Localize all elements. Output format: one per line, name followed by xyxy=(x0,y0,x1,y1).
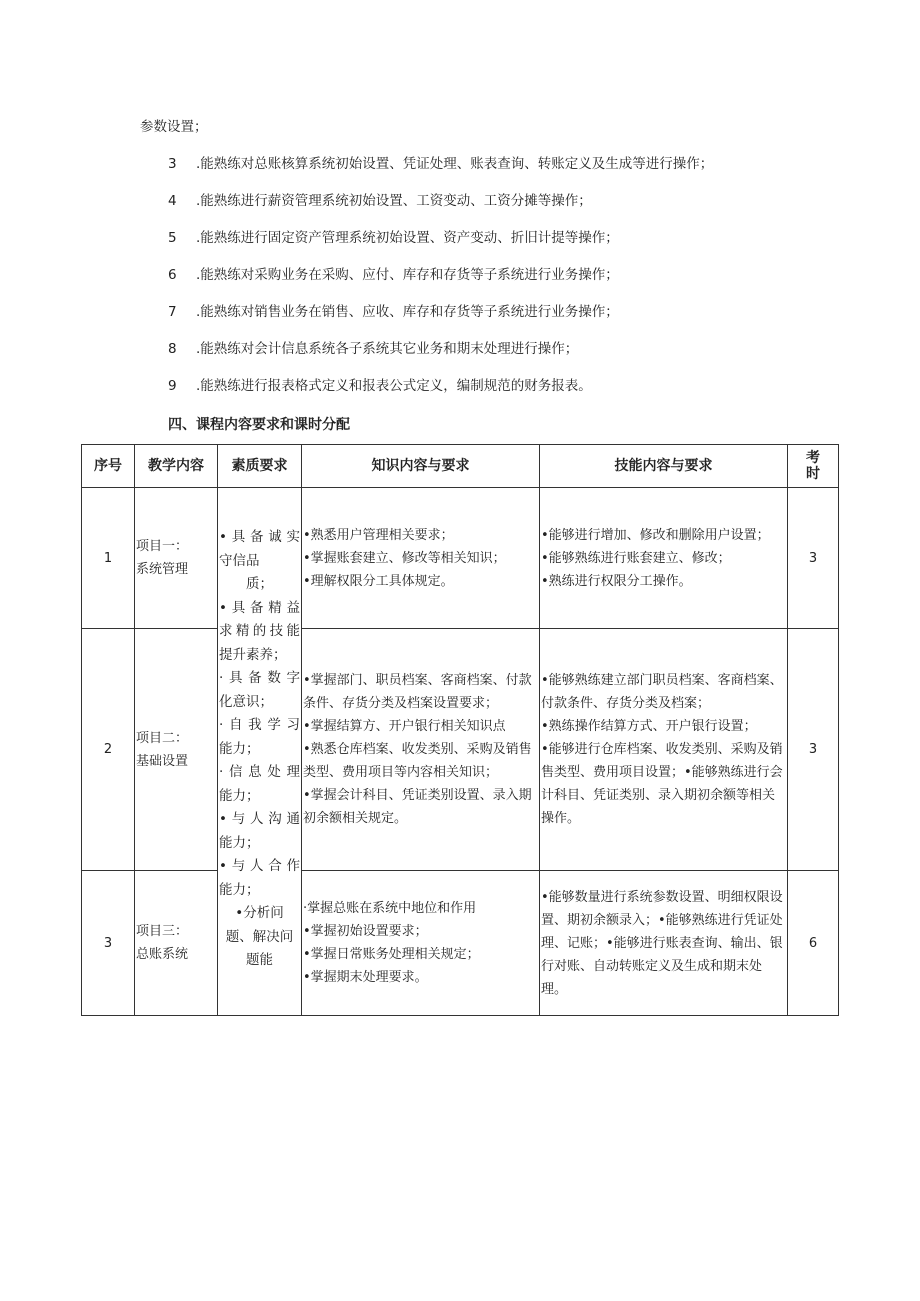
header-hours: 考 时 xyxy=(788,445,839,488)
row-number: 1 xyxy=(82,488,135,629)
table-header-row xyxy=(82,445,839,488)
list-item-number: 3 xyxy=(168,156,177,172)
row-skills: •能够进行增加、修改和删除用户设置； •能够熟练进行账套建立、修改； •熟练进行权限分工操作。 xyxy=(540,488,788,629)
row-hours: 6 xyxy=(788,871,839,1016)
list-item-number: 7 xyxy=(168,304,177,320)
list-item xyxy=(168,229,619,247)
row-topic: 项目三： 总账系统 xyxy=(135,871,218,1016)
list-item-text: .能熟练对总账核算系统初始设置、凭证处理、账表查询、转账定义及生成等进行操作； xyxy=(196,156,714,172)
row-knowledge: •掌握部门、职员档案、客商档案、付款条件、存货分类及档案设置要求； •掌握结算方、开户银行相关知识点 •熟悉仓库档案、收发类别、采购及销售类型、费用项目等内容相关知识； •掌握会计科目、凭证类别设置、录入期初余额相关规定。 xyxy=(302,629,540,871)
row-topic: 项目一： 系统管理 xyxy=(135,488,218,629)
list-item xyxy=(168,377,592,395)
header-skills: 技能内容与要求 xyxy=(540,445,788,488)
intro-tail: 参数设置； xyxy=(140,119,208,135)
list-item-text: .能熟练进行薪资管理系统初始设置、工资变动、工资分摊等操作； xyxy=(196,193,592,209)
header-no: 序号 xyxy=(82,445,135,488)
list-item-number: 8 xyxy=(168,341,177,357)
row-skills: •能够熟练建立部门职员档案、客商档案、付款条件、存货分类及档案； •熟练操作结算方式、开户银行设置； •能够进行仓库档案、收发类别、采购及销售类型、费用项目设置；•能够熟练进行会计科目、凭证类别、录入期初余额等相关操作。 xyxy=(540,629,788,871)
header-quality: 素质要求 xyxy=(218,445,302,488)
list-item-text: .能熟练对销售业务在销售、应收、库存和存货等子系统进行业务操作； xyxy=(196,304,619,320)
list-item-number: 6 xyxy=(168,267,177,283)
list-item-number: 4 xyxy=(168,193,177,209)
list-item xyxy=(168,155,713,173)
list-item xyxy=(168,303,619,321)
table-row xyxy=(82,629,839,871)
list-item-number: 9 xyxy=(168,378,177,394)
list-item-text: .能熟练对会计信息系统各子系统其它业务和期末处理进行操作； xyxy=(196,341,579,357)
header-topic: 教学内容 xyxy=(135,445,218,488)
table-row xyxy=(82,488,839,629)
row-knowledge: ·掌握总账在系统中地位和作用 •掌握初始设置要求； •掌握日常账务处理相关规定； •掌握期末处理要求。 xyxy=(302,871,540,1016)
list-item xyxy=(168,340,578,358)
list-item xyxy=(168,266,619,284)
row-knowledge: •熟悉用户管理相关要求； •掌握账套建立、修改等相关知识； •理解权限分工具体规定。 xyxy=(302,488,540,629)
quality-requirements: •具备诚实 守信品 质； •具备精益 求精的技能 提升素养； ·具备数字 化意识； ·自我学习 能力； ·信息处理 能力； •与人沟通 能力； •与人合作 能力； •分析问 题、解决问 题能 xyxy=(218,488,302,1016)
section-heading: 四、课程内容要求和课时分配 xyxy=(168,417,350,433)
list-item-text: .能熟练对采购业务在采购、应付、库存和存货等子系统进行业务操作； xyxy=(196,267,619,283)
course-content-table xyxy=(81,444,839,1016)
row-number: 3 xyxy=(82,871,135,1016)
list-item-number: 5 xyxy=(168,230,177,246)
row-number: 2 xyxy=(82,629,135,871)
row-topic: 项目二： 基础设置 xyxy=(135,629,218,871)
row-hours: 3 xyxy=(788,629,839,871)
table-row xyxy=(82,871,839,1016)
row-skills: •能够数量进行系统参数设置、明细权限设置、期初余额录入；•能够熟练进行凭证处理、记账；•能够进行账表查询、输出、银行对账、自动转账定义及生成和期末处理。 xyxy=(540,871,788,1016)
row-hours: 3 xyxy=(788,488,839,629)
list-item xyxy=(168,192,592,210)
header-knowledge: 知识内容与要求 xyxy=(302,445,540,488)
list-item-text: .能熟练进行报表格式定义和报表公式定义，编制规范的财务报表。 xyxy=(196,378,592,394)
list-item-text: .能熟练进行固定资产管理系统初始设置、资产变动、折旧计提等操作； xyxy=(196,230,619,246)
